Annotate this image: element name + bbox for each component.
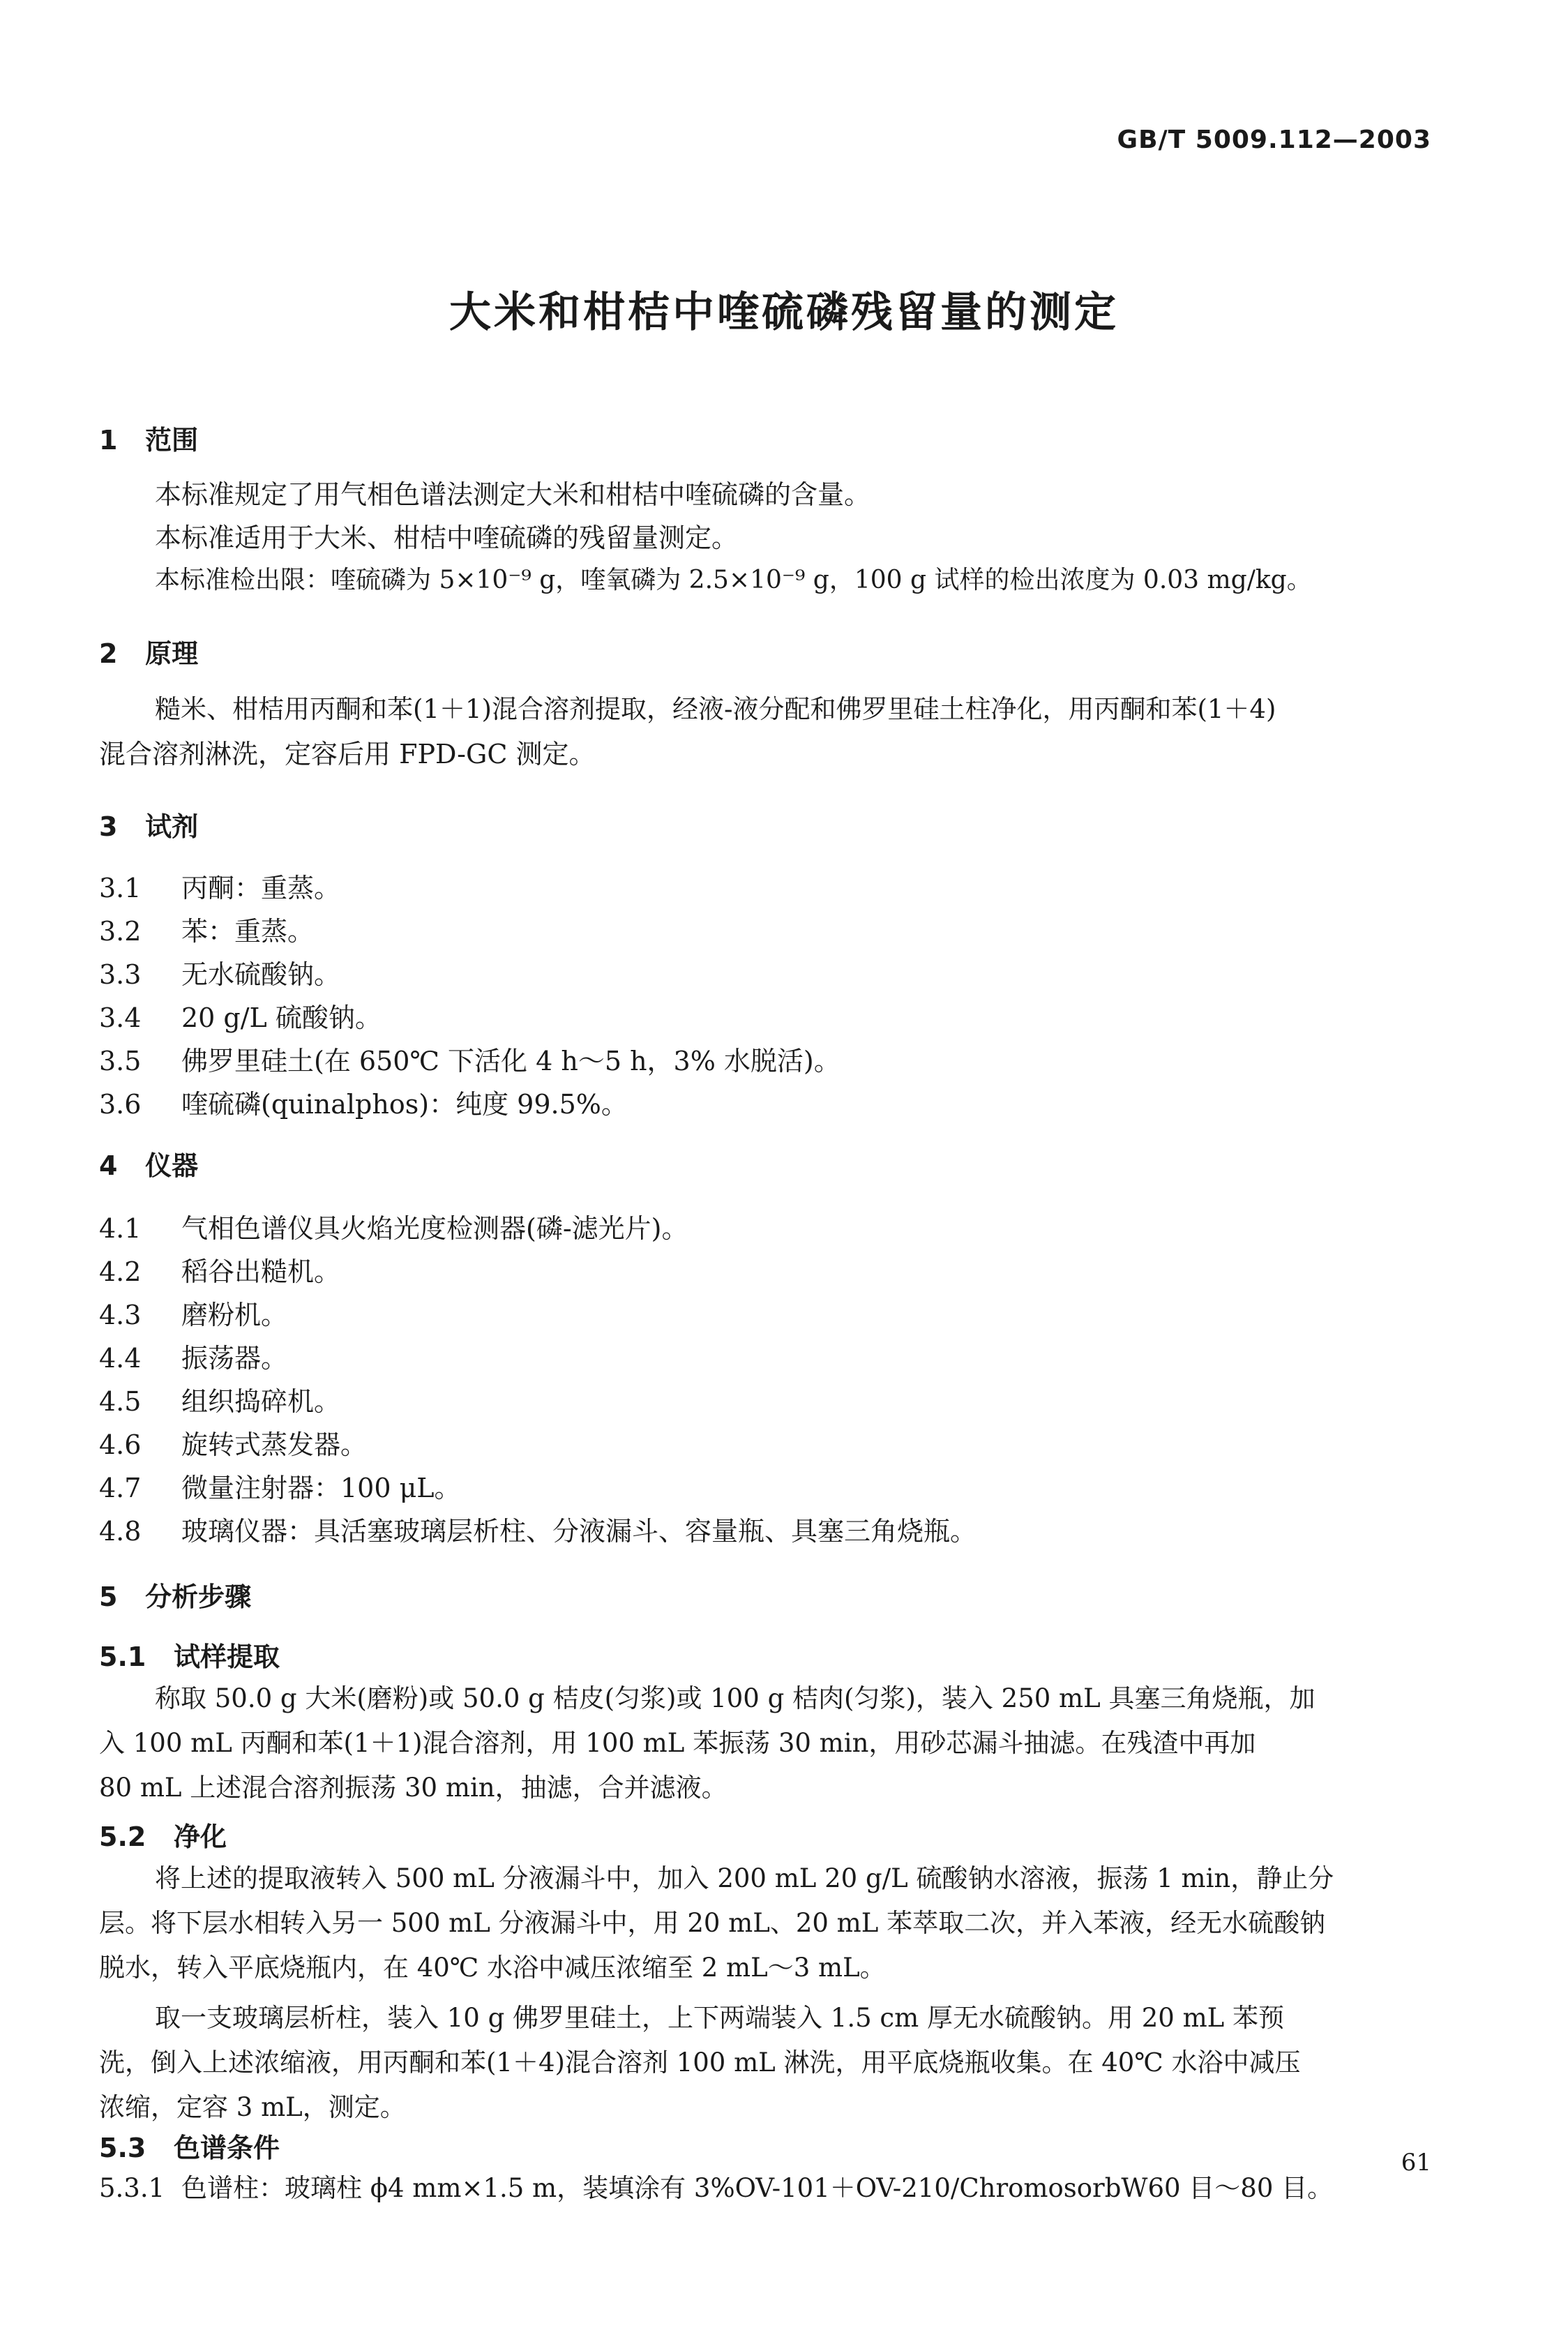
section-number: 5.2	[99, 1821, 146, 1852]
list-item	[99, 1002, 382, 1033]
item-number: 4.1	[99, 1213, 142, 1244]
list-item	[99, 961, 340, 988]
item-number: 3.6	[99, 1089, 142, 1120]
page-number: 61	[1401, 2149, 1431, 2177]
paragraph-line: 取一支玻璃层析柱，装入 10 g 佛罗里硅土，上下两端装入 1.5 cm 厚无水硫酸钠。用 20 mL 苯预	[155, 2003, 1285, 2033]
item-text: 稻谷出糙机。	[181, 1256, 341, 1287]
item-number: 3.4	[99, 1002, 142, 1033]
section-title: 净化	[174, 1821, 227, 1852]
section-5-heading	[99, 1584, 251, 1610]
section-4-heading	[99, 1152, 198, 1179]
paragraph-line: 糙米、柑桔用丙酮和苯(1＋1)混合溶剂提取，经液-液分配和佛罗里硅土柱净化，用丙酮和苯(1＋4)	[155, 694, 1276, 724]
section-title: 试样提取	[174, 1641, 280, 1672]
item-number: 4.2	[99, 1256, 142, 1287]
section-title: 色谱条件	[174, 2133, 280, 2163]
section-number: 5.1	[99, 1641, 146, 1672]
list-item	[99, 2175, 1333, 2201]
section-number: 5.3	[99, 2133, 146, 2163]
paragraph: 本标准检出限：喹硫磷为 5×10⁻⁹ g，喹氧磷为 2.5×10⁻⁹ g，100 g 试样的检出浓度为 0.03 mg/kg。	[155, 566, 1312, 594]
subsection-5-3-heading	[99, 2135, 280, 2161]
paragraph-line: 洗，倒入上述浓缩液，用丙酮和苯(1＋4)混合溶剂 100 mL 淋洗，用平底烧瓶收集。在 40℃ 水浴中减压	[99, 2048, 1301, 2078]
item-text: 色谱柱：玻璃柱 ϕ4 mm×1.5 m，装填涂有 3%OV-101＋OV-210/ChromosorbW60 目～80 目。	[181, 2173, 1334, 2203]
item-number: 4.6	[99, 1429, 142, 1460]
paragraph: 本标准适用于大米、柑桔中喹硫磷的残留量测定。	[155, 523, 739, 553]
item-text: 微量注射器：100 μL。	[181, 1473, 461, 1503]
item-number: 3.3	[99, 959, 142, 990]
section-number: 1	[99, 425, 118, 456]
list-item	[99, 1215, 688, 1242]
list-item	[99, 918, 314, 945]
section-title: 分析步骤	[145, 1582, 252, 1612]
section-number: 5	[99, 1582, 118, 1612]
item-text: 喹硫磷(quinalphos)：纯度 99.5%。	[181, 1089, 628, 1120]
list-item	[99, 1302, 287, 1328]
item-text: 无水硫酸钠。	[181, 959, 341, 990]
list-item	[99, 1345, 287, 1372]
item-text: 气相色谱仪具火焰光度检测器(磷-滤光片)。	[181, 1213, 688, 1244]
paragraph: 本标准规定了用气相色谱法测定大米和柑桔中喹硫磷的含量。	[155, 479, 871, 510]
section-title: 范围	[145, 425, 199, 456]
item-number: 3.1	[99, 873, 142, 903]
list-item	[99, 1091, 628, 1118]
item-number: 4.4	[99, 1343, 142, 1374]
item-number: 4.3	[99, 1300, 142, 1330]
list-item	[99, 1388, 340, 1415]
item-text: 振荡器。	[181, 1343, 288, 1374]
section-number: 3	[99, 811, 118, 842]
list-item	[99, 875, 340, 901]
item-text: 组织捣碎机。	[181, 1386, 341, 1417]
section-3-heading	[99, 813, 198, 840]
item-text: 磨粉机。	[181, 1300, 288, 1330]
section-2-heading	[99, 640, 198, 667]
list-item	[99, 1256, 341, 1287]
item-text: 玻璃仪器：具活塞玻璃层析柱、分液漏斗、容量瓶、具塞三角烧瓶。	[181, 1516, 977, 1547]
item-number: 5.3.1	[99, 2173, 165, 2203]
paragraph-line: 脱水，转入平底烧瓶内，在 40℃ 水浴中减压浓缩至 2 mL～3 mL。	[99, 1953, 886, 1983]
item-text: 佛罗里硅土(在 650℃ 下活化 4 h～5 h，3% 水脱活)。	[181, 1046, 840, 1076]
item-text: 旋转式蒸发器。	[181, 1429, 368, 1460]
item-number: 3.2	[99, 916, 142, 947]
item-number: 3.5	[99, 1046, 142, 1076]
item-number: 4.8	[99, 1516, 142, 1547]
paragraph-line: 入 100 mL 丙酮和苯(1＋1)混合溶剂，用 100 mL 苯振荡 30 min，用砂芯漏斗抽滤。在残渣中再加	[99, 1728, 1256, 1758]
section-title: 仪器	[145, 1150, 199, 1181]
paragraph-line: 层。将下层水相转入另一 500 mL 分液漏斗中，用 20 mL、20 mL 苯萃取二次，并入苯液，经无水硫酸钠	[99, 1908, 1326, 1938]
item-text: 苯：重蒸。	[181, 916, 315, 947]
item-number: 4.7	[99, 1473, 142, 1503]
paragraph-line: 称取 50.0 g 大米(磨粉)或 50.0 g 桔皮(匀浆)或 100 g 桔肉(匀浆)，装入 250 mL 具塞三角烧瓶，加	[155, 1683, 1316, 1713]
paragraph-line: 浓缩，定容 3 mL，测定。	[99, 2092, 406, 2122]
item-text: 丙酮：重蒸。	[181, 873, 341, 903]
page-title: 大米和柑桔中喹硫磷残留量的测定	[449, 288, 1119, 337]
list-item	[99, 1048, 840, 1074]
item-text: 20 g/L 硫酸钠。	[181, 1002, 382, 1033]
standard-code: GB/T 5009.112—2003	[1117, 126, 1431, 154]
item-number: 4.5	[99, 1386, 142, 1417]
paragraph-line: 80 mL 上述混合溶剂振荡 30 min，抽滤，合并滤液。	[99, 1773, 728, 1803]
section-number: 4	[99, 1150, 118, 1181]
paragraph-line: 混合溶剂淋洗，定容后用 FPD-GC 测定。	[99, 739, 596, 769]
section-number: 2	[99, 638, 118, 669]
section-1-heading	[99, 425, 199, 456]
section-title: 试剂	[145, 811, 199, 842]
list-item	[99, 1518, 977, 1545]
subsection-5-1-heading	[99, 1641, 280, 1672]
list-item	[99, 1429, 368, 1460]
list-item	[99, 1475, 461, 1501]
section-title: 原理	[145, 638, 199, 669]
paragraph-line: 将上述的提取液转入 500 mL 分液漏斗中，加入 200 mL 20 g/L 硫酸钠水溶液，振荡 1 min，静止分	[155, 1863, 1334, 1893]
subsection-5-2-heading	[99, 1821, 227, 1852]
